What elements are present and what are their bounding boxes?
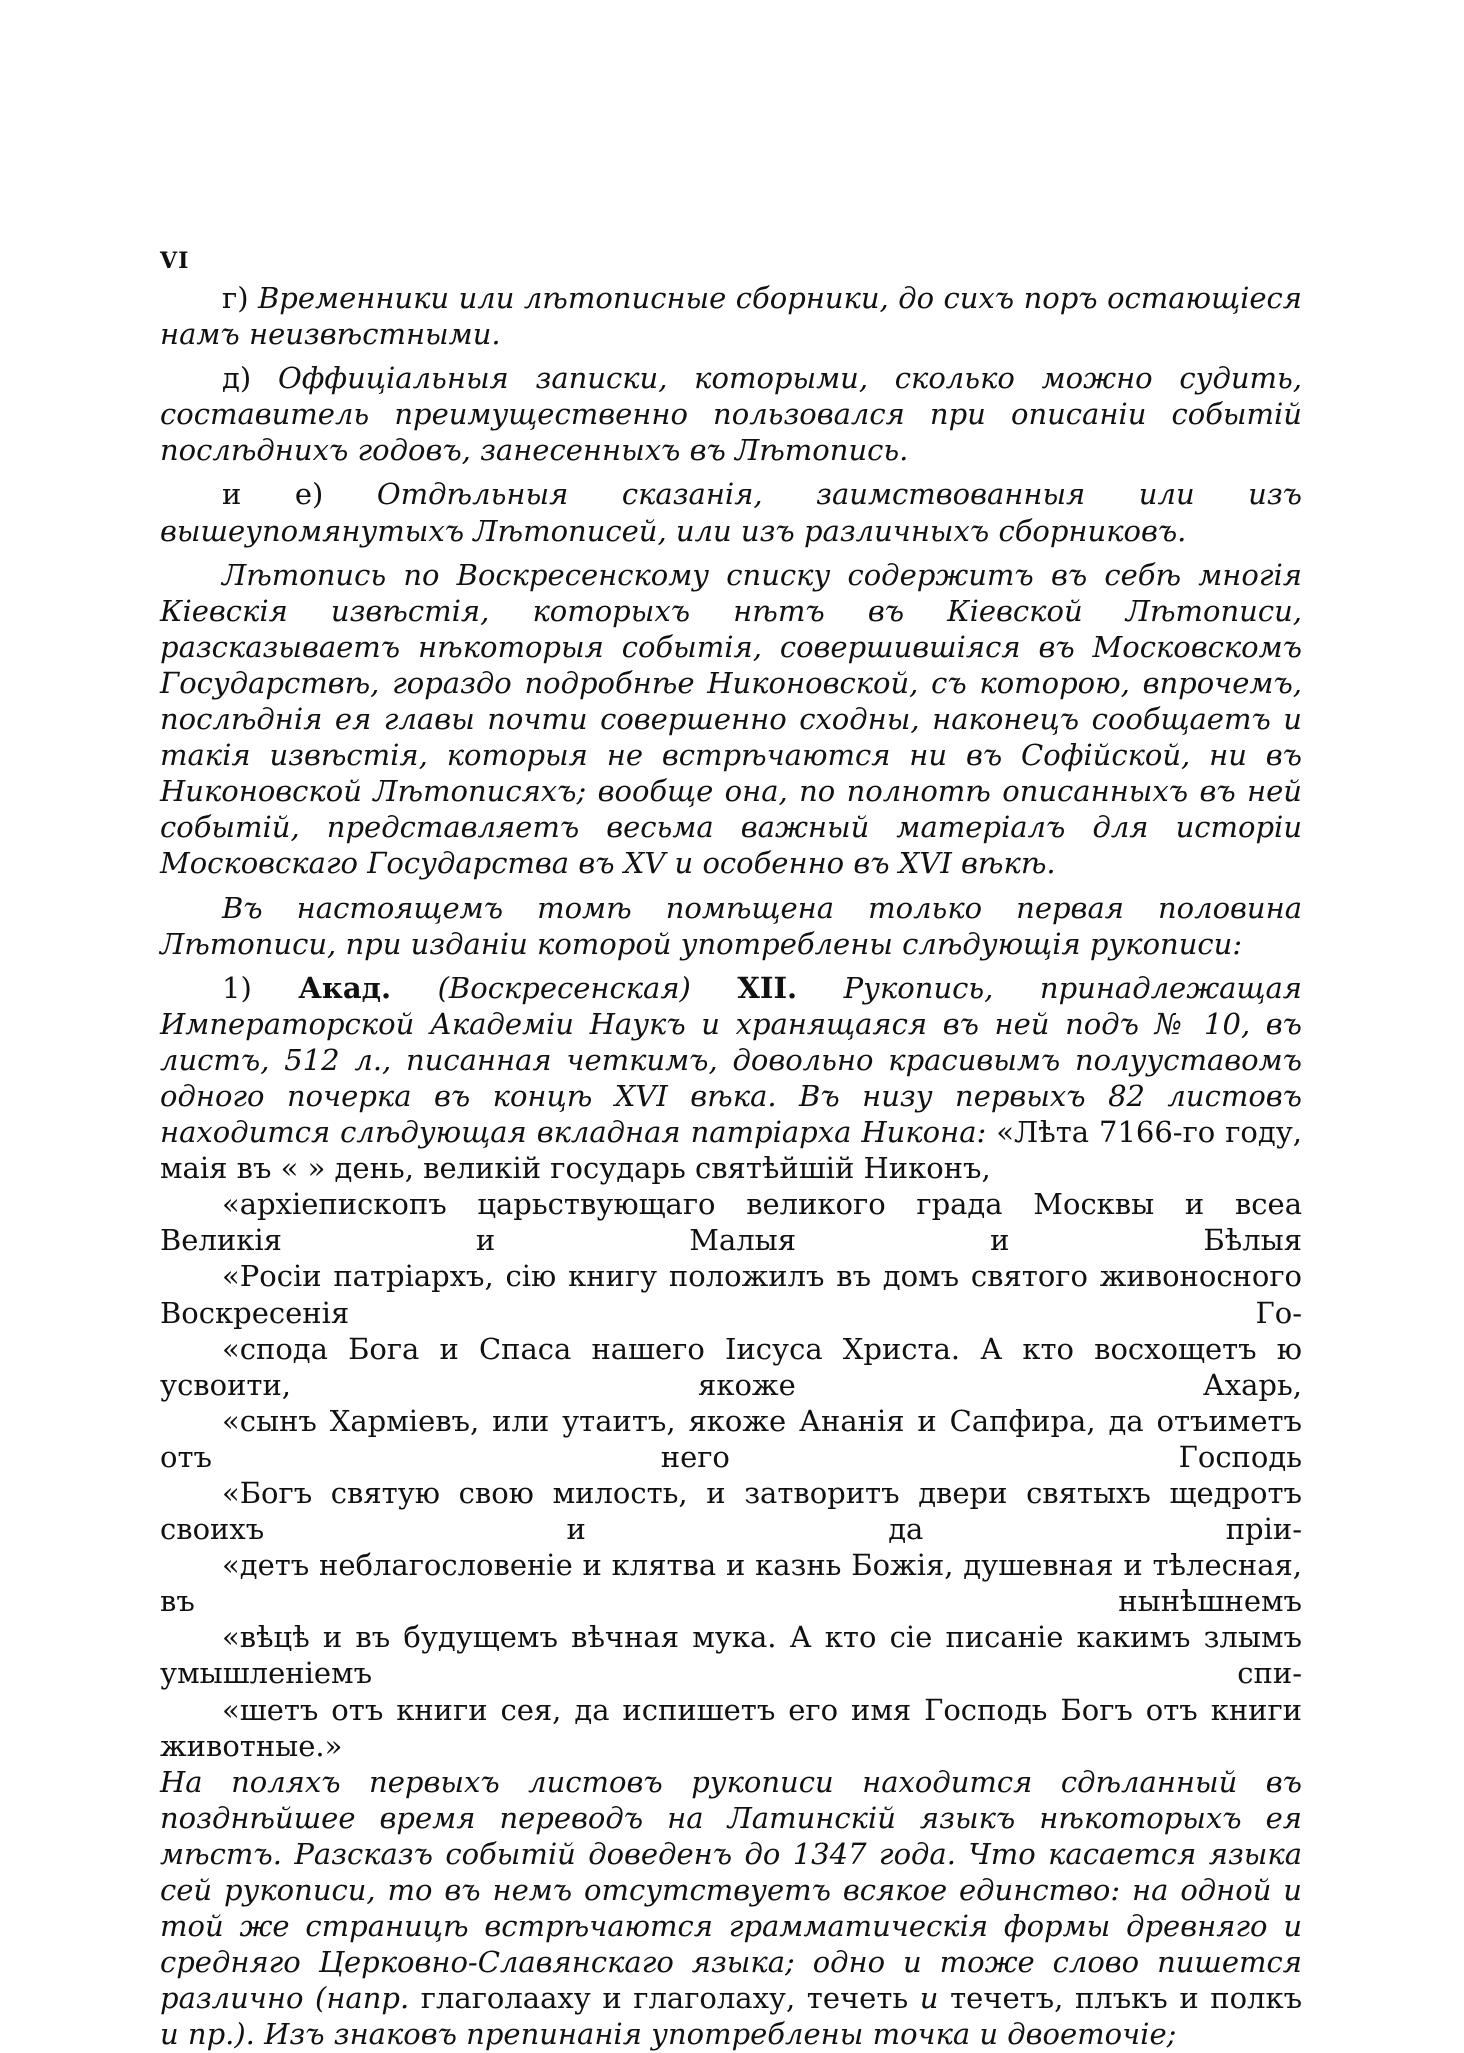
paragraph-text: Оффицiальныя записки, которыми, сколько можно судить, составитель преимущественно пользовался при описанiи событiй послѣднихъ годовъ, занесенныхъ въ Лѣтопись. bbox=[160, 361, 1303, 468]
list-marker: и е) bbox=[222, 477, 324, 512]
quote-line: «спода Бога и Спаса нашего Iисуса Христа. А кто восхощетъ ю усвоити, якоже Ахарь, bbox=[160, 1331, 1302, 1402]
paragraph-text: Временники или лѣтописные сборники, до сихъ поръ остающiеся намъ неизвѣстными. bbox=[160, 281, 1302, 352]
manuscript-punctuation: и пр.). Изъ знаковъ препинанiя употреблены точка и двоеточiе; bbox=[160, 2017, 1177, 2052]
quote-line: «вѣцѣ и въ будущемъ вѣчная мука. А кто сiе писанiе какимъ злымъ умышленiемъ спи- bbox=[160, 1620, 1302, 1691]
example-forms: течетъ, плъкъ и полкъ bbox=[950, 1981, 1303, 2016]
quote-line: «сынъ Хармiевъ, или утаитъ, якоже Ананiя и Сапфира, да отъиметъ отъ него Господь bbox=[160, 1403, 1302, 1474]
quote-line: «шетъ отъ книги сея, да испишетъ его имя Господь Богъ отъ книги животные.» bbox=[160, 1692, 1302, 1763]
manuscript-sigla: Акад. bbox=[298, 970, 392, 1005]
paragraph-manuscript-1 bbox=[160, 970, 1302, 2053]
paragraph-text: Отдѣльныя сказанiя, заимствованныя или изъ вышеупомянутыхъ Лѣтописей, или изъ различныхъ сборниковъ. bbox=[160, 477, 1302, 548]
page-number: VI bbox=[160, 248, 190, 274]
paragraph-g bbox=[160, 280, 1302, 352]
quote-line: «Росiи патрiархъ, сiю книгу положилъ въ домъ святого живоносного Воскресенiя Го- bbox=[160, 1259, 1302, 1330]
paragraph-d bbox=[160, 360, 1302, 468]
list-marker: г) bbox=[222, 281, 249, 315]
manuscript-number: XII. bbox=[737, 970, 798, 1005]
manuscript-name: (Воскресенская) bbox=[437, 970, 691, 1005]
list-marker: д) bbox=[222, 361, 252, 396]
manuscript-notes: На поляхъ первыхъ листовъ рукописи находится сдѣланный въ позднѣйшее время переводъ на Латинскiй языкъ нѣкоторыхъ ея мѣстъ. Разсказъ событiй доведенъ до 1347 года. Что касается языка сей рукописи, то въ немъ отсутствуетъ всякое единство: на одной и той же страницѣ встрѣчаются грамматическiя формы древняго и средняго Церковно-Славянскаго языка; одно и тоже слово пишется различно (напр. bbox=[160, 1764, 1302, 2016]
example-forms: глаголааху и глаголаху, течеть bbox=[420, 1981, 909, 2016]
list-marker: 1) bbox=[222, 970, 252, 1005]
paragraph-voskresensky: Лѣтопись по Воскресенскому списку содержитъ въ себѣ многiя Кiевскiя извѣстiя, которыхъ нѣтъ въ Кiевской Лѣтописи, разсказываетъ нѣкоторыя событiя, совершившiяся въ Московскомъ Государствѣ, гораздо подробнѣе Никоновской, съ которою, впрочемъ, послѣднiя ея главы почти совершенно сходны, наконецъ сообщаетъ и такiя извѣстiя, которыя не встрѣчаются ни въ Софiйской, ни въ Никоновской Лѣтописяхъ; вообще она, по полнотѣ описанныхъ въ ней событiй, представляетъ весьма важный матерiалъ для исторiи Московскаго Государства въ XV и особенно въ XVI вѣкѣ. bbox=[160, 557, 1302, 881]
conjunction: и bbox=[919, 1981, 939, 2016]
manuscript-description: Рукопись, принадлежащая Императорской Академiи Наукъ и хранящаяся въ ней подъ № 10, въ листъ, 512 л., писанная четкимъ, довольно красивымъ полууставомъ одного почерка въ концѣ XVI вѣка. Въ низу первыхъ 82 листовъ находится слѣдующая вкладная патрiарха Никона: bbox=[160, 970, 1302, 1150]
quote-line: «детъ неблагословенiе и клятва и казнь Божiя, душевная и тѣлесная, въ нынѣшнемъ bbox=[160, 1548, 1302, 1619]
quote-line: «архiепископъ царьствующаго великого града Москвы и всеа Великiя и Малыя и Бѣлыя bbox=[160, 1187, 1302, 1258]
quote-line: «Лѣта 7166-го году, маiя въ « » день, великiй государь святѣйшiй Никонъ, bbox=[160, 1115, 1303, 1186]
paragraph-manuscripts-intro: Въ настоящемъ томѣ помѣщена только первая половина Лѣтописи, при изданiи которой употреблены слѣдующiя рукописи: bbox=[160, 890, 1302, 961]
paragraph-e bbox=[160, 476, 1302, 548]
quote-line: «Богъ святую свою милость, и затворитъ двери святыхъ щедротъ своихъ и да прiи- bbox=[160, 1476, 1302, 1547]
body-text bbox=[160, 280, 1302, 2053]
